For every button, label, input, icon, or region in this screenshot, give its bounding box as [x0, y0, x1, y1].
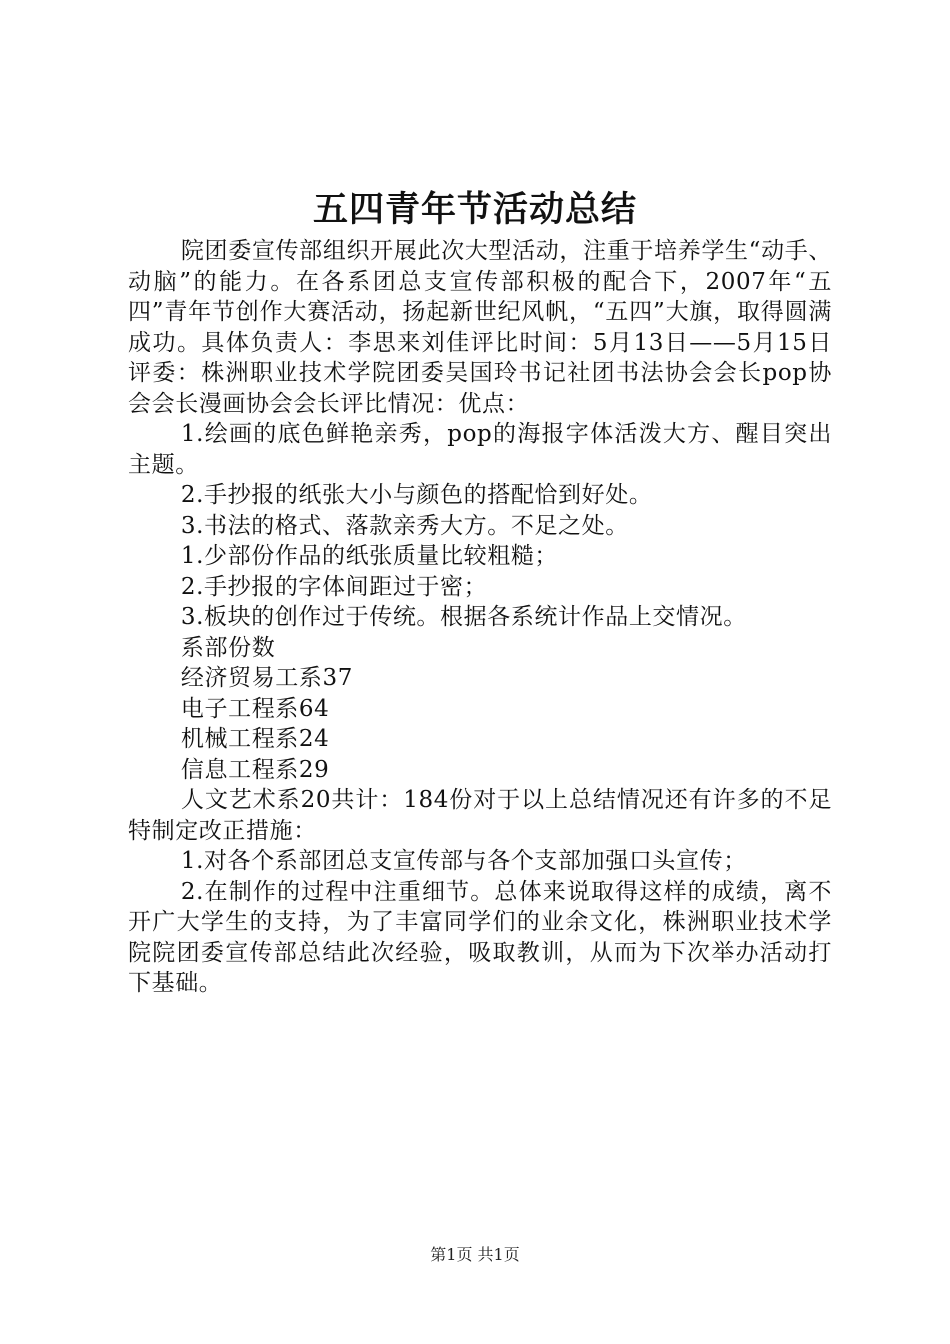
paragraph: 机械工程系24	[180, 726, 330, 752]
paragraph: 信息工程系29	[180, 756, 330, 783]
paragraph: 1.少部份作品的纸张质量比较粗糙；	[180, 543, 559, 569]
document-title: 五四青年节活动总结	[312, 190, 637, 230]
paragraph: 电子工程系64	[180, 695, 330, 722]
paragraph: 2.手抄报的纸张大小与颜色的搭配恰到好处。	[180, 482, 653, 508]
paragraph: 经济贸易工系37	[180, 665, 353, 691]
paragraph: 2.手抄报的字体间距过于密；	[180, 573, 488, 600]
paragraph: 院团委宣传部组织开展此次大型活动，注重于培养学生“动手、动脑”的能力。在各系团总支宣传部积极的配合下，2007年“五四”青年节创作大赛活动，扬起新世纪风帆，“五四”大旗，取得圆满成功。具体负责人：李思来刘佳评比时间：5月13日——5月15日评委：株洲职业技术学院团委吴国玲书记社团书法协会会长pop协会会长漫画协会会长评比情况：优点：	[128, 238, 832, 417]
paragraph: 3.书法的格式、落款亲秀大方。不足之处。	[180, 512, 629, 539]
paragraph: 系部份数	[180, 634, 276, 661]
paragraph: 3.板块的创作过于传统。根据各系统计作品上交情况。	[180, 604, 747, 630]
paragraph: 人文艺术系20共计：184份对于以上总结情况还有许多的不足特制定改正措施：	[128, 787, 832, 844]
page-footer: 第1页 共1页	[430, 1245, 520, 1264]
paragraph: 1.对各个系部团总支宣传部与各个支部加强口头宣传；	[180, 848, 747, 874]
paragraph: 2.在制作的过程中注重细节。总体来说取得这样的成绩，离不开广大学生的支持，为了丰富同学们的业余文化，株洲职业技术学院院团委宣传部总结此次经验，吸取教训，从而为下次举办活动打下基础。	[128, 878, 832, 996]
document-body	[128, 236, 832, 999]
paragraph: 1.绘画的底色鲜艳亲秀，pop的海报字体活泼大方、醒目突出主题。	[128, 421, 832, 478]
